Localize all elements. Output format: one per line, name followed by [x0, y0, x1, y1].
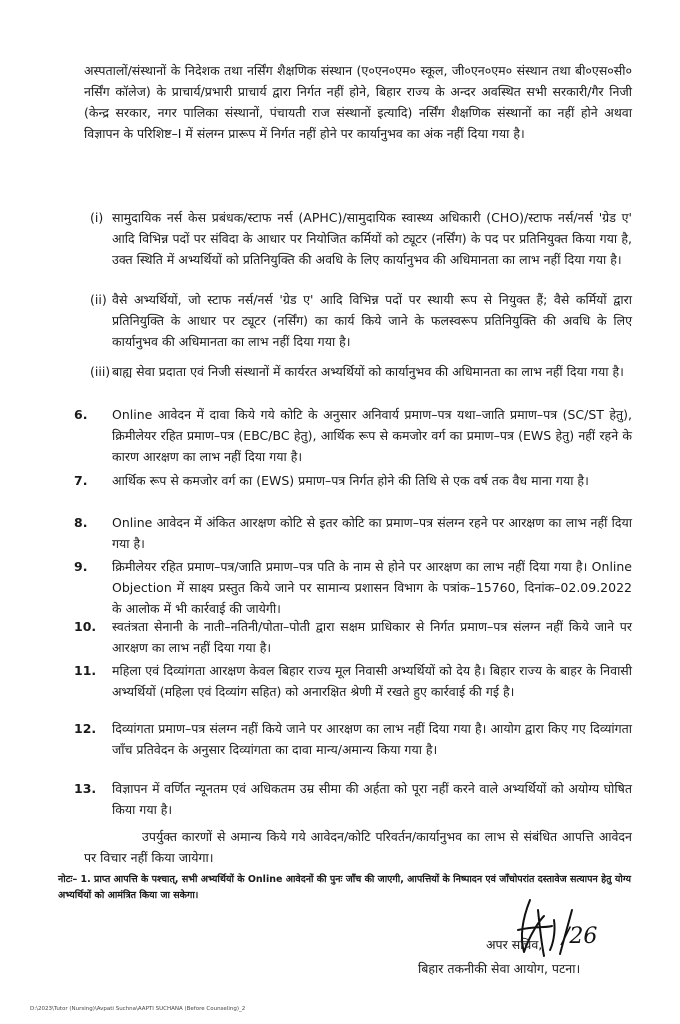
item-text: आर्थिक रूप से कमजोर वर्ग का (EWS) प्रमाण–पत्र निर्गत होने की तिथि से एक वर्ष तक वैध माना गया है।	[112, 473, 589, 488]
item-text: दिव्यांगता प्रमाण–पत्र संलग्न नहीं किये जाने पर आरक्षण का लाभ नहीं दिया गया है। आयोग द्वारा किए गए दिव्यांगता जाँच प्रतिवेदन के अनुसार दिव्यांगता का दावा मान्य/अमान्य किया गया है।	[112, 721, 632, 757]
signature-date: /26	[562, 924, 598, 949]
item-number: 9.	[74, 559, 88, 574]
list-item	[74, 404, 632, 467]
sub-item	[90, 289, 632, 352]
closing-paragraph: उपर्युक्त कारणों से अमान्य किये गये आवेदन/कोटि परिवर्तन/कार्यानुभव का लाभ से संबंधित आपत्ति आवेदन पर विचार नहीं किया जायेगा।	[84, 829, 632, 865]
signatory-office: बिहार तकनीकी सेवा आयोग, पटना।	[418, 961, 581, 976]
item-number: 7.	[74, 473, 88, 488]
item-text: Online आवेदन में दावा किये गये कोटि के अनुसार अनिवार्य प्रमाण–पत्र यथा–जाति प्रमाण–पत्र (SC/ST हेतु), क्रिमीलेयर रहित प्रमाण–पत्र (EBC/BC हेतु), आर्थिक रूप से कमजोर वर्ग का प्रमाण–पत्र (EWS हेतु) नहीं रहने के कारण आरक्षण का लाभ नहीं दिया गया है।	[112, 407, 632, 464]
footer-file-path: D:\2023\Tutor (Nursing)\Avpati Suchna\AAPTI SUCHANA (Before Counseling)_2	[30, 1006, 246, 1012]
intro-paragraph: अस्पतालों/संस्थानों के निदेशक तथा नर्सिंग शैक्षणिक संस्थान (ए०एन०एम० स्कूल, जी०एन०एम० संस्थान तथा बी०एस०सी० नर्सिंग कॉलेज) के प्राचार्य/प्रभारी प्राचार्य द्वारा निर्गत नहीं होने, बिहार राज्य के अन्दर अवस्थित सभी सरकारी/गैर निजी (केन्द्र सरकार, नगर पालिका संस्थानों, पंचायती राज संस्थानों इत्यादि) नर्सिंग शैक्षणिक संस्थानों का नहीं होने अथवा विज्ञापन के परिशिष्ट–I में संलग्न प्रारूप में निर्गत नहीं होने पर कार्यानुभव का अंक नहीं दिया गया है।	[84, 63, 632, 141]
list-item	[74, 616, 632, 658]
item-number: 11.	[74, 663, 97, 678]
item-text: स्वतंत्रता सेनानी के नाती–नतिनी/पोता–पोती द्वारा सक्षम प्राधिकार से निर्गत प्रमाण–पत्र संलग्न नहीं किये जाने पर आरक्षण का लाभ नहीं दिया गया है।	[112, 619, 632, 655]
item-number: 8.	[74, 515, 88, 530]
item-text: विज्ञापन में वर्णित न्यूनतम एवं अधिकतम उम्र सीमा की अर्हता को पूरा नहीं करने वाले अभ्यर्थियों को अयोग्य घोषित किया गया है।	[112, 781, 632, 817]
note-text: प्राप्त आपत्ति के पश्चात्, सभी अभ्यर्थियों के Online आवेदनों की पुनः जाँच की जाएगी, आपत्तियों के निष्पादन एवं जाँचोपरांत दस्तावेज सत्यापन हेतु योग्य अभ्यर्थियों को आमंत्रित किया जा सकेगा।	[58, 874, 632, 901]
sub-item-text: वैसे अभ्यर्थियों, जो स्टाफ नर्स/नर्स 'ग्रेड ए' आदि विभिन्न पदों पर स्थायी रूप से नियुक्त हैं; वैसे कर्मियों द्वारा प्रतिनियुक्ति के आधार पर ट्यूटर (नर्सिंग) का कार्य किये जाने के फलस्वरूप प्रतिनियुक्ति की अवधि के लिए कार्यानुभव की अधिमानता का लाभ नहीं दिया गया है।	[112, 292, 632, 349]
sub-item-number: (i)	[90, 210, 104, 225]
sub-item-number: (iii)	[90, 364, 111, 379]
list-item	[74, 660, 632, 702]
note-label: नोटः– 1.	[58, 874, 91, 885]
item-number: 12.	[74, 721, 97, 736]
item-number: 6.	[74, 407, 88, 422]
sub-item-text: बाह्य सेवा प्रदाता एवं निजी संस्थानों में कार्यरत अभ्यर्थियों को कार्यानुभव की अधिमानता का लाभ नहीं दिया गया है।	[112, 364, 624, 379]
sub-item	[90, 207, 632, 270]
item-text: Online आवेदन में अंकित आरक्षण कोटि से इतर कोटि का प्रमाण–पत्र संलग्न रहने पर आरक्षण का लाभ नहीं दिया गया है।	[112, 515, 632, 551]
list-item	[74, 470, 632, 491]
list-item	[74, 778, 632, 820]
sub-item-number: (ii)	[90, 292, 107, 307]
handwritten-signature	[500, 890, 630, 970]
sub-item-text: सामुदायिक नर्स केस प्रबंधक/स्टाफ नर्स (APHC)/सामुदायिक स्वास्थ्य अधिकारी (CHO)/स्टाफ नर्स/नर्स 'ग्रेड ए' आदि विभिन्न पदों पर संविदा के आधार पर नियोजित कर्मियों को ट्यूटर (नर्सिंग) के पद पर प्रतिनियुक्त किया गया है, उक्त स्थिति में अभ्यर्थियों को प्रतिनियुक्ति की अवधि के लिए कार्यानुभव की अधिमानता का लाभ नहीं दिया गया है।	[112, 210, 632, 267]
item-number: 10.	[74, 619, 97, 634]
signatory-title: अपर सचिव,	[486, 937, 543, 952]
list-item	[74, 718, 632, 760]
item-text: महिला एवं दिव्यांगता आरक्षण केवल बिहार राज्य मूल निवासी अभ्यर्थियों को देय है। बिहार राज्य के बाहर के निवासी अभ्यर्थियों (महिला एवं दिव्यांग सहित) को अनारक्षित श्रेणी में रखते हुए कार्रवाई की गई है।	[112, 663, 632, 699]
list-item	[74, 556, 632, 619]
item-number: 13.	[74, 781, 97, 796]
sub-item	[90, 361, 632, 382]
list-item	[74, 512, 632, 554]
item-text: क्रिमीलेयर रहित प्रमाण–पत्र/जाति प्रमाण–पत्र पति के नाम से होने पर आरक्षण का लाभ नहीं दिया गया है। Online Objection में साक्ष्य प्रस्तुत किये जाने पर सामान्य प्रशासन विभाग के पत्रांक–15760, दिनांक–02.09.2022 के आलोक में भी कार्रवाई की जायेगी।	[112, 559, 632, 616]
